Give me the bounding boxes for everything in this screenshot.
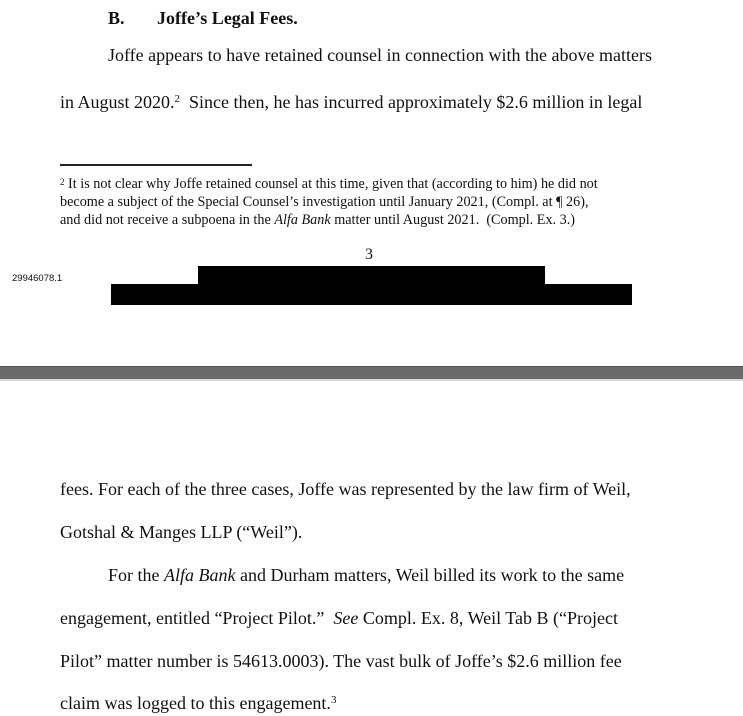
footnote-marker: 2 [60,177,65,187]
text-span: and did not receive a subpoena in the [60,212,275,228]
footnote-line [60,211,575,229]
page-number: 3 [365,246,373,263]
redaction-block [111,284,632,305]
paragraph-line: fees. For each of the three cases, Joffe was represented by the law firm of Weil, [60,479,631,499]
section-number: B. [108,8,125,28]
paragraph-line: Gotshal & Manges LLP (“Weil”). [60,522,303,542]
footnote-reference: 2 [174,93,181,105]
text-span: engagement, entitled “Project Pilot.” [60,608,334,628]
footnote-reference: 3 [330,694,337,706]
text-span: For the [108,565,164,585]
text-span: and Durham matters, Weil billed its work to the same [235,565,625,585]
case-name: Alfa Bank [274,212,331,228]
text-span: It is not clear why Joffe retained counsel at this time, given that (according to him) he did not [64,176,598,192]
footnote-line: become a subject of the Special Counsel’s investigation until January 2021, (Compl. at ¶ 26), [60,194,589,210]
paragraph-line: Joffe appears to have retained counsel in connection with the above matters [108,45,652,65]
page-break-shadow [0,379,743,381]
paragraph-line [60,692,336,714]
text-span: matter until August 2021. (Compl. Ex. 3.) [330,212,575,228]
document-id: 29946078.1 [12,273,63,284]
case-name: Alfa Bank [164,565,236,585]
text-span: claim was logged to this engagement. [60,693,331,713]
section-title: Joffe’s Legal Fees. [157,8,298,28]
signal-word: See [333,608,359,628]
text-span: Compl. Ex. 8, Weil Tab B (“Project [358,608,618,628]
paragraph-line [108,564,624,586]
paragraph-line: Pilot” matter number is 54613.0003). The vast bulk of Joffe’s $2.6 million fee [60,651,622,671]
text-span: Since then, he has incurred approximately $2.6 million in legal [180,92,643,112]
footnote-separator-rule [60,164,252,166]
footnote-line [60,175,598,193]
paragraph-line [60,607,618,629]
section-heading [108,8,298,29]
paragraph-line [60,91,642,113]
text-span: in August 2020. [60,92,175,112]
page-break-separator [0,366,743,380]
